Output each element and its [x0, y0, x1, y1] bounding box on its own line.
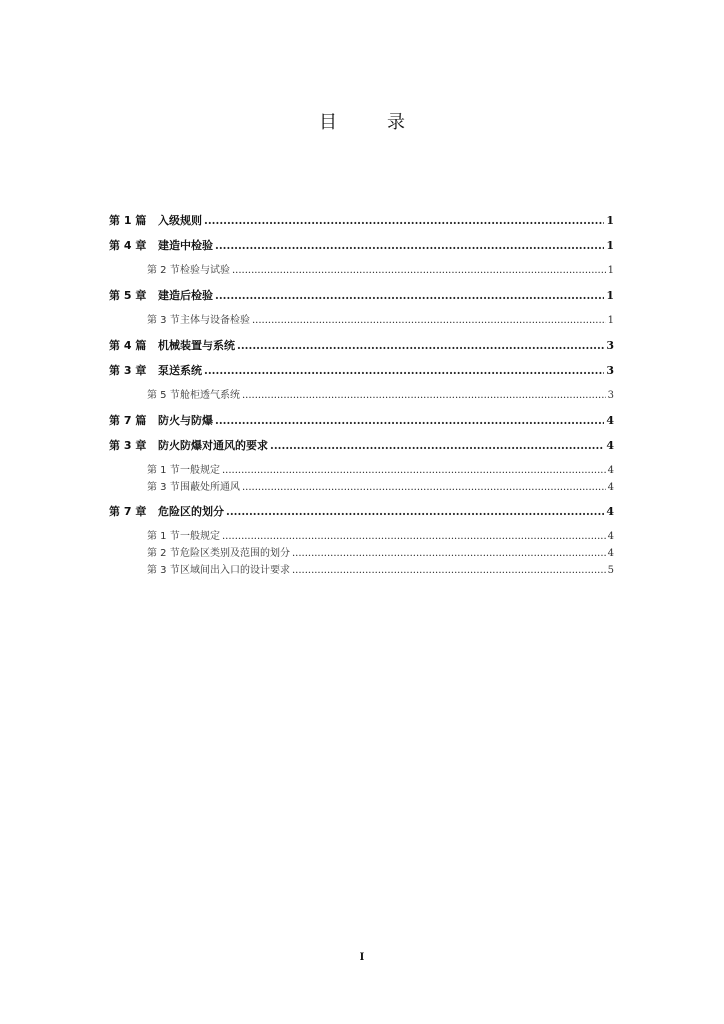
toc-entry-page: 1 — [607, 265, 614, 276]
toc-entry-page: 4 — [607, 465, 614, 476]
dot-leader — [270, 439, 604, 453]
dot-leader — [242, 389, 606, 402]
toc-entry-page: 4 — [606, 439, 614, 452]
toc-entry-number: 第 3 章 — [109, 364, 147, 377]
toc-entry-title: 泵送系统 — [158, 364, 202, 377]
toc-entry-section-5[interactable] — [109, 389, 614, 402]
toc-entry-number: 第 3 章 — [109, 439, 147, 452]
dot-leader — [292, 547, 606, 560]
toc-entry-number: 第 2 节 — [147, 548, 180, 559]
toc-entry-chapter-3[interactable] — [109, 364, 614, 378]
toc-entry-page: 1 — [606, 214, 614, 227]
toc-entry-chapter-7[interactable] — [109, 505, 614, 519]
dot-leader — [215, 239, 604, 253]
toc-entry-number: 第 1 节 — [147, 465, 180, 476]
toc-entry-title: 危险区类别及范围的划分 — [180, 548, 290, 559]
toc-entry-title: 主体与设备检验 — [180, 315, 250, 326]
toc-entry-page: 4 — [606, 414, 614, 427]
toc-entry-title: 围蔽处所通风 — [180, 482, 240, 493]
toc-entry-chapter-4[interactable] — [109, 239, 614, 253]
toc-entry-number: 第 2 节 — [147, 265, 180, 276]
toc-entry-page: 4 — [606, 505, 614, 518]
toc-entry-page: 3 — [606, 339, 614, 352]
toc-entry-number: 第 7 章 — [109, 505, 147, 518]
toc-entry-chapter-3[interactable] — [109, 439, 614, 453]
toc-entry-page: 1 — [606, 289, 614, 302]
toc-entry-title: 区域间出入口的设计要求 — [180, 565, 290, 576]
dot-leader — [204, 214, 604, 228]
toc-entry-page: 5 — [607, 565, 614, 576]
toc-entry-title: 建造后检验 — [158, 289, 213, 302]
toc-entry-page: 4 — [607, 482, 614, 493]
toc-entry-page: 4 — [607, 531, 614, 542]
dot-leader — [242, 481, 606, 494]
toc-entry-number: 第 3 节 — [147, 315, 180, 326]
table-of-contents — [109, 214, 614, 588]
toc-entry-section-2[interactable] — [109, 547, 614, 560]
toc-entry-title: 防火防爆对通风的要求 — [158, 439, 268, 452]
toc-entry-title: 入级规则 — [158, 214, 202, 227]
dot-leader — [204, 364, 604, 378]
toc-entry-title: 一般规定 — [180, 531, 220, 542]
toc-entry-section-3[interactable] — [109, 314, 614, 327]
toc-entry-section-3[interactable] — [109, 564, 614, 577]
toc-entry-chapter-5[interactable] — [109, 289, 614, 303]
toc-entry-part-4[interactable] — [109, 339, 614, 353]
dot-leader — [237, 339, 604, 353]
toc-entry-section-3[interactable] — [109, 481, 614, 494]
toc-entry-page: 4 — [607, 548, 614, 559]
toc-entry-title: 舱柜透气系统 — [180, 390, 240, 401]
toc-entry-section-1[interactable] — [109, 530, 614, 543]
toc-entry-number: 第 1 篇 — [109, 214, 147, 227]
toc-entry-part-1[interactable] — [109, 214, 614, 228]
dot-leader — [252, 314, 606, 327]
toc-entry-title: 检验与试验 — [180, 265, 230, 276]
toc-entry-title: 机械装置与系统 — [158, 339, 235, 352]
toc-entry-title: 防火与防爆 — [158, 414, 213, 427]
dot-leader — [232, 264, 606, 277]
page-title: 目 录 — [319, 112, 421, 133]
toc-entry-page: 3 — [606, 364, 614, 377]
toc-entry-section-1[interactable] — [109, 464, 614, 477]
toc-entry-section-2[interactable] — [109, 264, 614, 277]
toc-entry-page: 1 — [607, 315, 614, 326]
toc-entry-number: 第 4 篇 — [109, 339, 147, 352]
dot-leader — [222, 464, 606, 477]
toc-entry-page: 1 — [606, 239, 614, 252]
toc-entry-number: 第 4 章 — [109, 239, 147, 252]
dot-leader — [292, 564, 606, 577]
dot-leader — [226, 505, 604, 519]
toc-entry-title: 建造中检验 — [158, 239, 213, 252]
toc-entry-number: 第 5 章 — [109, 289, 147, 302]
toc-entry-number: 第 3 节 — [147, 565, 180, 576]
page-number: I — [359, 952, 365, 963]
dot-leader — [215, 289, 604, 303]
toc-entry-title: 一般规定 — [180, 465, 220, 476]
dot-leader — [215, 414, 604, 428]
toc-entry-number: 第 5 节 — [147, 390, 180, 401]
toc-entry-number: 第 7 篇 — [109, 414, 147, 427]
toc-entry-title: 危险区的划分 — [158, 505, 224, 518]
toc-entry-number: 第 3 节 — [147, 482, 180, 493]
dot-leader — [222, 530, 606, 543]
toc-entry-number: 第 1 节 — [147, 531, 180, 542]
toc-entry-part-7[interactable] — [109, 414, 614, 428]
toc-entry-page: 3 — [607, 390, 614, 401]
